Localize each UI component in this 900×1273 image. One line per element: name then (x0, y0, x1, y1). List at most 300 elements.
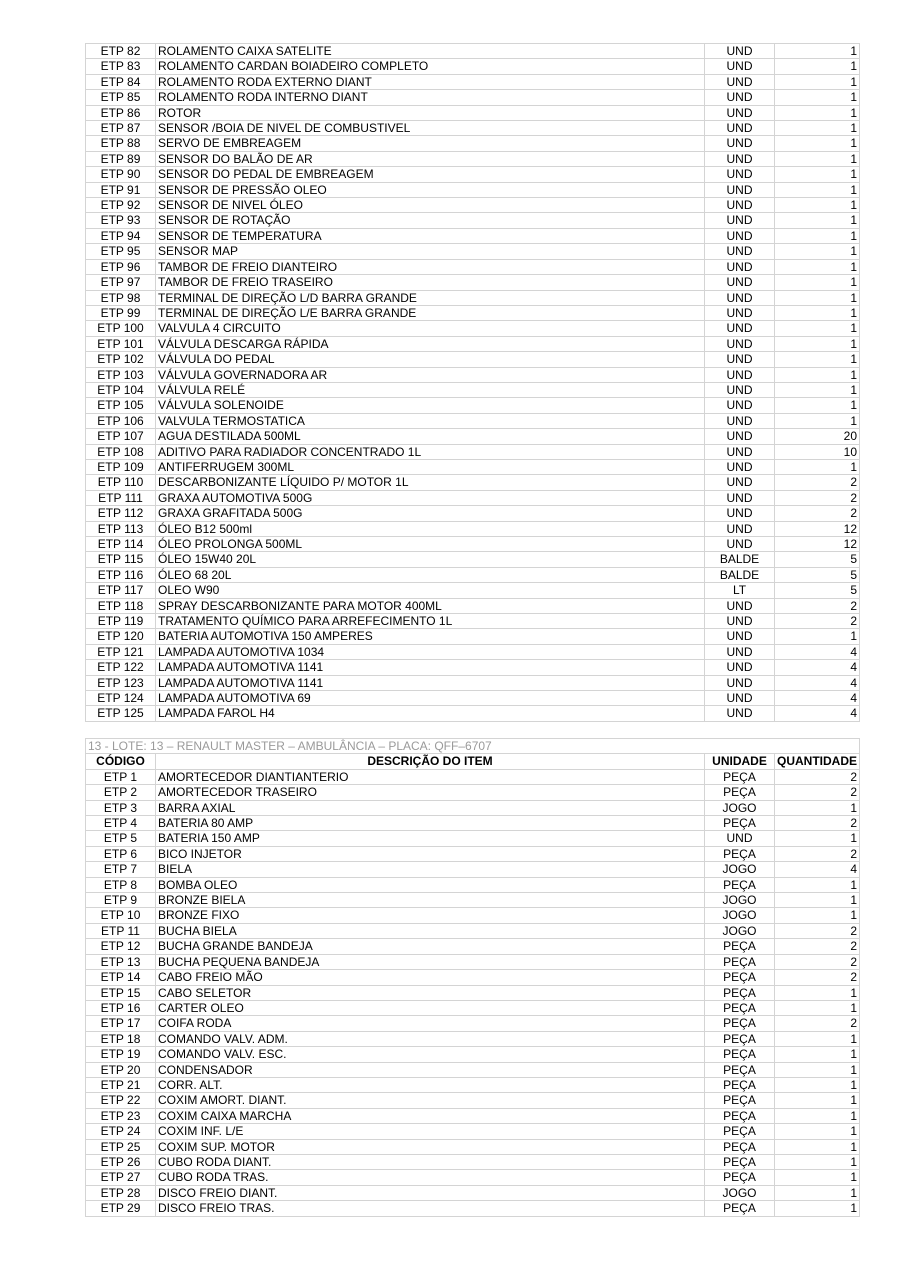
item-unit: UND (705, 831, 775, 846)
item-unit: UND (705, 382, 775, 397)
item-quantity: 1 (775, 1077, 860, 1092)
item-unit: UND (705, 44, 775, 59)
item-quantity: 4 (775, 706, 860, 721)
item-quantity: 12 (775, 521, 860, 536)
item-unit: UND (705, 213, 775, 228)
item-description: BATERIA 80 AMP (156, 816, 705, 831)
item-unit: UND (705, 691, 775, 706)
item-code: ETP 112 (86, 506, 156, 521)
table-row (86, 367, 860, 382)
item-unit: JOGO (705, 1185, 775, 1200)
item-code: ETP 5 (86, 831, 156, 846)
item-unit: JOGO (705, 908, 775, 923)
item-description: SENSOR DO BALÃO DE AR (156, 151, 705, 166)
table-row (86, 1124, 860, 1139)
item-unit: PEÇA (705, 1201, 775, 1216)
item-unit: JOGO (705, 893, 775, 908)
table-row (86, 846, 860, 861)
item-code: ETP 108 (86, 444, 156, 459)
item-unit: UND (705, 290, 775, 305)
item-quantity: 4 (775, 660, 860, 675)
item-code: ETP 125 (86, 706, 156, 721)
item-description: ROLAMENTO RODA EXTERNO DIANT (156, 74, 705, 89)
item-description: CORR. ALT. (156, 1077, 705, 1092)
item-quantity: 1 (775, 167, 860, 182)
table-row (86, 1170, 860, 1185)
item-quantity: 12 (775, 537, 860, 552)
item-description: BUCHA GRANDE BANDEJA (156, 939, 705, 954)
table-row (86, 598, 860, 613)
item-quantity: 1 (775, 1139, 860, 1154)
item-description: VÁLVULA SOLENOIDE (156, 398, 705, 413)
item-unit: UND (705, 459, 775, 474)
item-code: ETP 29 (86, 1201, 156, 1216)
item-unit: UND (705, 352, 775, 367)
item-unit: UND (705, 675, 775, 690)
table-row (86, 1093, 860, 1108)
item-code: ETP 105 (86, 398, 156, 413)
item-description: COXIM SUP. MOTOR (156, 1139, 705, 1154)
item-quantity: 1 (775, 244, 860, 259)
item-quantity: 1 (775, 136, 860, 151)
item-code: ETP 98 (86, 290, 156, 305)
item-quantity: 1 (775, 1170, 860, 1185)
table-row (86, 398, 860, 413)
item-description: BATERIA 150 AMP (156, 831, 705, 846)
item-quantity: 2 (775, 614, 860, 629)
item-description: DESCARBONIZANTE LÍQUIDO P/ MOTOR 1L (156, 475, 705, 490)
item-description: SERVO DE EMBREAGEM (156, 136, 705, 151)
item-description: CUBO RODA TRAS. (156, 1170, 705, 1185)
item-quantity: 1 (775, 90, 860, 105)
item-unit: LT (705, 583, 775, 598)
table-row (86, 1108, 860, 1123)
item-description: VÁLVULA GOVERNADORA AR (156, 367, 705, 382)
item-quantity: 2 (775, 598, 860, 613)
item-description: BIELA (156, 862, 705, 877)
item-quantity: 1 (775, 1047, 860, 1062)
item-unit: UND (705, 336, 775, 351)
items-table-body (86, 44, 860, 722)
table-row (86, 567, 860, 582)
item-quantity: 1 (775, 336, 860, 351)
item-unit: PEÇA (705, 877, 775, 892)
item-unit: PEÇA (705, 1000, 775, 1015)
item-description: VÁLVULA DESCARGA RÁPIDA (156, 336, 705, 351)
item-quantity: 1 (775, 213, 860, 228)
item-code: ETP 120 (86, 629, 156, 644)
item-unit: PEÇA (705, 785, 775, 800)
item-code: ETP 13 (86, 954, 156, 969)
table-row (86, 490, 860, 505)
item-unit: PEÇA (705, 1154, 775, 1169)
item-description: VALVULA 4 CIRCUITO (156, 321, 705, 336)
item-unit: UND (705, 506, 775, 521)
item-quantity: 2 (775, 506, 860, 521)
item-code: ETP 19 (86, 1047, 156, 1062)
item-quantity: 2 (775, 846, 860, 861)
table-row (86, 1154, 860, 1169)
column-header-quantity: QUANTIDADE (775, 754, 860, 769)
item-quantity: 1 (775, 198, 860, 213)
table-row (86, 831, 860, 846)
table-row (86, 985, 860, 1000)
item-description: VALVULA TERMOSTATICA (156, 413, 705, 428)
item-code: ETP 23 (86, 1108, 156, 1123)
item-code: ETP 6 (86, 846, 156, 861)
items-table-body (86, 769, 860, 1216)
item-code: ETP 117 (86, 583, 156, 598)
table-row (86, 1016, 860, 1031)
item-quantity: 1 (775, 877, 860, 892)
item-quantity: 10 (775, 444, 860, 459)
item-code: ETP 97 (86, 275, 156, 290)
item-quantity: 5 (775, 583, 860, 598)
table-row (86, 785, 860, 800)
table-row (86, 321, 860, 336)
item-code: ETP 25 (86, 1139, 156, 1154)
table-row (86, 629, 860, 644)
item-quantity: 1 (775, 305, 860, 320)
item-code: ETP 113 (86, 521, 156, 536)
item-description: COMANDO VALV. ESC. (156, 1047, 705, 1062)
item-description: TERMINAL DE DIREÇÃO L/D BARRA GRANDE (156, 290, 705, 305)
table-row (86, 336, 860, 351)
item-unit: UND (705, 629, 775, 644)
item-description: COIFA RODA (156, 1016, 705, 1031)
table-row (86, 352, 860, 367)
table-row (86, 862, 860, 877)
item-description: COXIM AMORT. DIANT. (156, 1093, 705, 1108)
item-code: ETP 12 (86, 939, 156, 954)
item-description: AMORTECEDOR TRASEIRO (156, 785, 705, 800)
column-header-row (86, 754, 860, 769)
item-quantity: 4 (775, 675, 860, 690)
item-code: ETP 106 (86, 413, 156, 428)
table-row (86, 691, 860, 706)
item-code: ETP 82 (86, 44, 156, 59)
item-quantity: 2 (775, 923, 860, 938)
table-row (86, 151, 860, 166)
table-row (86, 552, 860, 567)
item-unit: UND (705, 321, 775, 336)
item-unit: PEÇA (705, 1016, 775, 1031)
item-unit: UND (705, 151, 775, 166)
item-unit: UND (705, 660, 775, 675)
item-unit: UND (705, 537, 775, 552)
item-description: TRATAMENTO QUÍMICO PARA ARREFECIMENTO 1L (156, 614, 705, 629)
item-description: BRONZE BIELA (156, 893, 705, 908)
item-description: CUBO RODA DIANT. (156, 1154, 705, 1169)
table-row (86, 1139, 860, 1154)
item-code: ETP 94 (86, 228, 156, 243)
item-description: ROTOR (156, 105, 705, 120)
item-quantity: 2 (775, 475, 860, 490)
table-row (86, 675, 860, 690)
item-description: BARRA AXIAL (156, 800, 705, 815)
table-row (86, 1000, 860, 1015)
item-code: ETP 17 (86, 1016, 156, 1031)
item-unit: UND (705, 614, 775, 629)
table-row (86, 44, 860, 59)
item-unit: UND (705, 490, 775, 505)
table-row (86, 198, 860, 213)
item-unit: PEÇA (705, 846, 775, 861)
item-code: ETP 100 (86, 321, 156, 336)
table-row (86, 74, 860, 89)
item-code: ETP 91 (86, 182, 156, 197)
item-code: ETP 24 (86, 1124, 156, 1139)
item-code: ETP 87 (86, 121, 156, 136)
item-description: ÓLEO PROLONGA 500ML (156, 537, 705, 552)
item-code: ETP 110 (86, 475, 156, 490)
table-row (86, 459, 860, 474)
item-description: SENSOR DE NIVEL ÓLEO (156, 198, 705, 213)
item-code: ETP 8 (86, 877, 156, 892)
table-row (86, 213, 860, 228)
table-row (86, 475, 860, 490)
table-row (86, 893, 860, 908)
item-quantity: 1 (775, 1124, 860, 1139)
item-description: VÁLVULA RELÉ (156, 382, 705, 397)
item-code: ETP 95 (86, 244, 156, 259)
item-code: ETP 1 (86, 769, 156, 784)
lot-title: 13 - LOTE: 13 – RENAULT MASTER – AMBULÂNCIA – PLACA: QFF–6707 (86, 739, 860, 754)
table-row (86, 105, 860, 120)
item-quantity: 1 (775, 121, 860, 136)
item-quantity: 1 (775, 1093, 860, 1108)
item-description: SENSOR DE PRESSÃO OLEO (156, 182, 705, 197)
item-quantity: 1 (775, 74, 860, 89)
item-description: TAMBOR DE FREIO DIANTEIRO (156, 259, 705, 274)
item-description: COMANDO VALV. ADM. (156, 1031, 705, 1046)
item-quantity: 4 (775, 691, 860, 706)
item-code: ETP 7 (86, 862, 156, 877)
item-description: AGUA DESTILADA 500ML (156, 429, 705, 444)
item-code: ETP 2 (86, 785, 156, 800)
item-quantity: 1 (775, 382, 860, 397)
table-row (86, 506, 860, 521)
item-unit: PEÇA (705, 816, 775, 831)
item-quantity: 1 (775, 1031, 860, 1046)
table-row (86, 136, 860, 151)
item-code: ETP 26 (86, 1154, 156, 1169)
item-unit: UND (705, 90, 775, 105)
item-code: ETP 84 (86, 74, 156, 89)
item-code: ETP 21 (86, 1077, 156, 1092)
table-row (86, 970, 860, 985)
item-code: ETP 99 (86, 305, 156, 320)
item-quantity: 2 (775, 970, 860, 985)
item-quantity: 1 (775, 800, 860, 815)
table-row (86, 939, 860, 954)
item-description: LAMPADA AUTOMOTIVA 69 (156, 691, 705, 706)
table-row (86, 954, 860, 969)
item-code: ETP 88 (86, 136, 156, 151)
item-code: ETP 123 (86, 675, 156, 690)
item-quantity: 1 (775, 44, 860, 59)
item-unit: JOGO (705, 923, 775, 938)
item-unit: UND (705, 413, 775, 428)
table-row (86, 583, 860, 598)
item-description: CONDENSADOR (156, 1062, 705, 1077)
table-row (86, 537, 860, 552)
item-code: ETP 93 (86, 213, 156, 228)
item-unit: UND (705, 598, 775, 613)
item-description: LAMPADA AUTOMOTIVA 1034 (156, 644, 705, 659)
item-unit: UND (705, 475, 775, 490)
item-code: ETP 10 (86, 908, 156, 923)
table-row (86, 769, 860, 784)
table-row (86, 59, 860, 74)
table-row (86, 121, 860, 136)
column-header-description: DESCRIÇÃO DO ITEM (156, 754, 705, 769)
item-unit: UND (705, 167, 775, 182)
item-code: ETP 118 (86, 598, 156, 613)
item-code: ETP 122 (86, 660, 156, 675)
item-unit: UND (705, 59, 775, 74)
item-code: ETP 90 (86, 167, 156, 182)
table-row (86, 1201, 860, 1216)
item-quantity: 2 (775, 816, 860, 831)
item-quantity: 1 (775, 105, 860, 120)
item-unit: UND (705, 444, 775, 459)
item-description: BUCHA PEQUENA BANDEJA (156, 954, 705, 969)
item-code: ETP 96 (86, 259, 156, 274)
item-description: ROLAMENTO CAIXA SATELITE (156, 44, 705, 59)
item-code: ETP 22 (86, 1093, 156, 1108)
item-code: ETP 116 (86, 567, 156, 582)
table-row (86, 382, 860, 397)
item-description: SENSOR MAP (156, 244, 705, 259)
item-code: ETP 101 (86, 336, 156, 351)
item-code: ETP 14 (86, 970, 156, 985)
column-header-unit: UNIDADE (705, 754, 775, 769)
item-code: ETP 83 (86, 59, 156, 74)
item-unit: UND (705, 244, 775, 259)
item-description: DISCO FREIO TRAS. (156, 1201, 705, 1216)
table-row (86, 877, 860, 892)
table-row (86, 182, 860, 197)
table-row (86, 90, 860, 105)
item-unit: JOGO (705, 862, 775, 877)
table-row (86, 1031, 860, 1046)
table-row (86, 800, 860, 815)
item-unit: PEÇA (705, 970, 775, 985)
item-description: BOMBA OLEO (156, 877, 705, 892)
table-row (86, 816, 860, 831)
item-description: ROLAMENTO CARDAN BOIADEIRO COMPLETO (156, 59, 705, 74)
item-quantity: 1 (775, 352, 860, 367)
item-unit: UND (705, 228, 775, 243)
item-unit: PEÇA (705, 1170, 775, 1185)
item-unit: PEÇA (705, 1031, 775, 1046)
item-unit: UND (705, 74, 775, 89)
item-quantity: 1 (775, 228, 860, 243)
item-unit: UND (705, 121, 775, 136)
item-description: BATERIA AUTOMOTIVA 150 AMPERES (156, 629, 705, 644)
item-code: ETP 121 (86, 644, 156, 659)
table-row (86, 228, 860, 243)
table-row (86, 521, 860, 536)
item-unit: PEÇA (705, 1124, 775, 1139)
item-unit: JOGO (705, 800, 775, 815)
item-description: SENSOR DO PEDAL DE EMBREAGEM (156, 167, 705, 182)
item-unit: PEÇA (705, 1062, 775, 1077)
item-quantity: 2 (775, 954, 860, 969)
table-row (86, 429, 860, 444)
item-description: TAMBOR DE FREIO TRASEIRO (156, 275, 705, 290)
item-quantity: 1 (775, 629, 860, 644)
item-code: ETP 102 (86, 352, 156, 367)
item-description: LAMPADA AUTOMOTIVA 1141 (156, 675, 705, 690)
item-unit: UND (705, 275, 775, 290)
item-description: OLEO W90 (156, 583, 705, 598)
table-row (86, 275, 860, 290)
item-quantity: 1 (775, 1154, 860, 1169)
table-row (86, 444, 860, 459)
table-row (86, 706, 860, 721)
item-quantity: 1 (775, 985, 860, 1000)
item-description: CABO SELETOR (156, 985, 705, 1000)
item-quantity: 1 (775, 259, 860, 274)
item-code: ETP 27 (86, 1170, 156, 1185)
item-unit: BALDE (705, 552, 775, 567)
item-description: COXIM CAIXA MARCHA (156, 1108, 705, 1123)
item-description: SENSOR DE ROTAÇÃO (156, 213, 705, 228)
item-quantity: 1 (775, 367, 860, 382)
table-row (86, 1062, 860, 1077)
item-unit: UND (705, 521, 775, 536)
item-description: ANTIFERRUGEM 300ML (156, 459, 705, 474)
item-description: BRONZE FIXO (156, 908, 705, 923)
item-unit: UND (705, 182, 775, 197)
item-description: CABO FREIO MÃO (156, 970, 705, 985)
table-row (86, 413, 860, 428)
item-quantity: 1 (775, 413, 860, 428)
item-description: BICO INJETOR (156, 846, 705, 861)
item-unit: UND (705, 259, 775, 274)
column-header-code: CÓDIGO (86, 754, 156, 769)
item-quantity: 4 (775, 862, 860, 877)
item-quantity: 1 (775, 59, 860, 74)
table-row (86, 259, 860, 274)
item-unit: UND (705, 367, 775, 382)
item-code: ETP 111 (86, 490, 156, 505)
item-description: ADITIVO PARA RADIADOR CONCENTRADO 1L (156, 444, 705, 459)
item-description: TERMINAL DE DIREÇÃO L/E BARRA GRANDE (156, 305, 705, 320)
item-quantity: 2 (775, 1016, 860, 1031)
item-quantity: 1 (775, 908, 860, 923)
item-code: ETP 3 (86, 800, 156, 815)
item-description: ÓLEO 15W40 20L (156, 552, 705, 567)
table-row (86, 908, 860, 923)
item-unit: UND (705, 706, 775, 721)
table-row (86, 1077, 860, 1092)
item-unit: PEÇA (705, 1093, 775, 1108)
item-quantity: 1 (775, 182, 860, 197)
item-quantity: 2 (775, 769, 860, 784)
item-quantity: 1 (775, 1185, 860, 1200)
item-quantity: 20 (775, 429, 860, 444)
table-row (86, 923, 860, 938)
table-row (86, 660, 860, 675)
item-description: DISCO FREIO DIANT. (156, 1185, 705, 1200)
table-row (86, 244, 860, 259)
lot-13-items-table (85, 738, 860, 1217)
item-quantity: 1 (775, 321, 860, 336)
item-description: CARTER OLEO (156, 1000, 705, 1015)
